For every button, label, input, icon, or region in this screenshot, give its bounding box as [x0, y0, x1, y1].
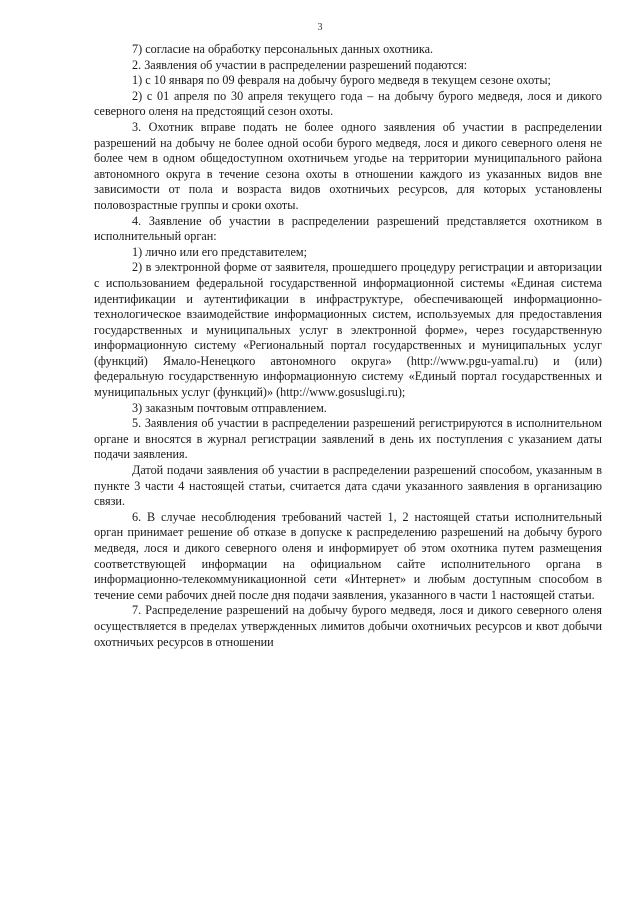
paragraph-6: 6. В случае несоблюдения требований частей 1, 2 настоящей статьи исполнительный орган принимает решение об отказе в допуске к распределению разрешений на добычу бурого медведя, лося и дикого северного оленя и информирует об этом охотника путем размещения соответствующей информации на официальном сайте исполнительного органа в информационно-телекоммуникационной сети «Интернет» и любым доступным способом в течение семи рабочих дней после дня подачи заявления, указанного в части 1 настоящей статьи. [94, 509, 602, 602]
paragraph-5: 5. Заявления об участии в распределении разрешений регистрируются в исполнительном органе и вносятся в журнал регистрации заявлений в день их поступления с указанием даты подачи заявления. [94, 416, 602, 462]
paragraph-4-intro: 4. Заявление об участии в распределении разрешений представляется охотником в исполнительный орган: [94, 213, 602, 244]
page-number: 3 [317, 22, 323, 33]
paragraph-4-item-3: 3) заказным почтовым отправлением. [132, 400, 327, 415]
paragraph-7: 7. Распределение разрешений на добычу бурого медведя, лося и дикого северного оленя осуществляется в пределах утвержденных лимитов добычи охотничьих ресурсов и квот добычи охотничьих ресурсов в отношении [94, 603, 602, 649]
paragraph-2-item-2: 2) с 01 апреля по 30 апреля текущего года – на добычу бурого медведя, лося и дикого северного оленя на предстоящий сезон охоты. [94, 88, 602, 119]
paragraph-4-item-2: 2) в электронной форме от заявителя, прошедшего процедуру регистрации и авторизации с использованием федеральной государственной информационной системы «Единая система идентификации и аутентификации в инфраструктуре, обеспечивающей информационно-технологическое взаимодействие информационных систем, используемых для предоставления государственных и муниципальных услуг в электронной форме», через государственную информационную систему «Региональный портал государственных и муниципальных услуг (функций) Ямало-Ненецкого автономного округа» (http://www.pgu-yamal.ru) и (или) федеральную государственную информационную систему «Единый портал государственных и муниципальных услуг (функций)» (http://www.gosuslugi.ru); [94, 260, 602, 400]
paragraph-3: 3. Охотник вправе подать не более одного заявления об участии в распределении разрешений на добычу не более одной особи бурого медведя, лося и дикого северного оленя не более чем в одном общедоступном охотничьем угодье на территории муниципального района автономного округа в течение сезона охоты в отношении каждого из указанных видов вне зависимости от пола и возраста видов охотничьих ресурсов, для которых установлены половозрастные группы и сроки охоты. [94, 119, 602, 212]
paragraph-consent: 7) согласие на обработку персональных данных охотника. [132, 42, 434, 56]
paragraph-2-item-1: 1) с 10 января по 09 февраля на добычу бурого медведя в текущем сезоне охоты; [132, 73, 551, 88]
paragraph-2-intro: 2. Заявления об участии в распределении разрешений подаются: [132, 57, 468, 72]
paragraph-5-date: Датой подачи заявления об участии в распределении разрешений способом, указанным в пункте 3 части 4 настоящей статьи, считается дата сдачи указанного заявления в организацию связи. [94, 463, 602, 509]
document-body [94, 42, 602, 650]
paragraph-4-item-1: 1) лично или его представителем; [132, 244, 307, 259]
